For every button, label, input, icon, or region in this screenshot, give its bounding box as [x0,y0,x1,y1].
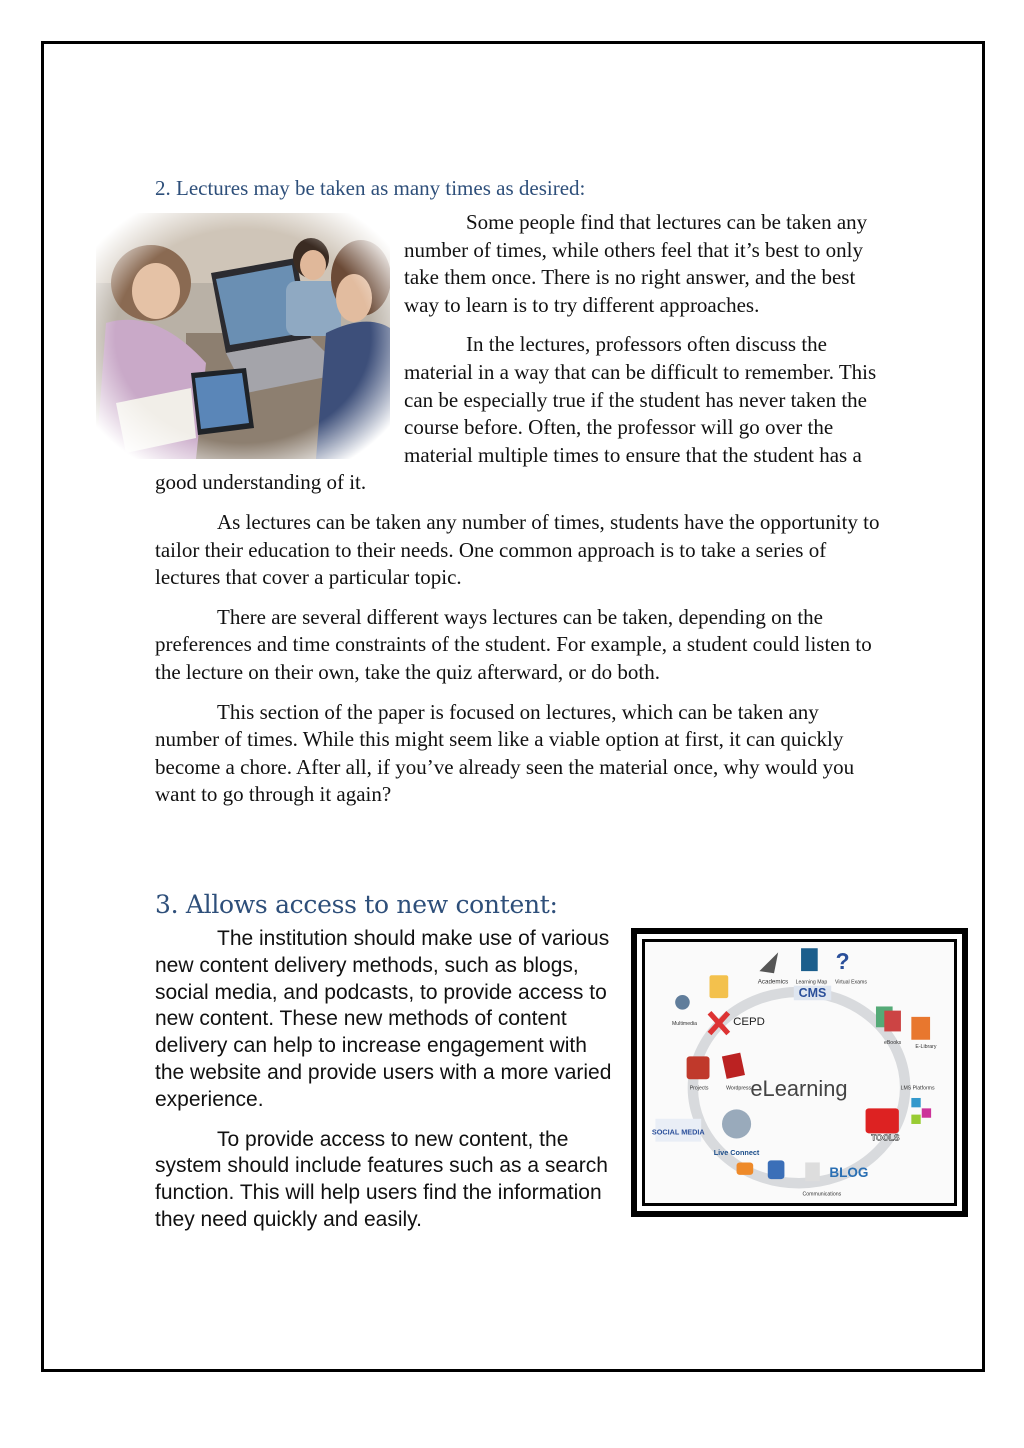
learning-map-icon [801,948,818,971]
svg-text:eBooks: eBooks [883,1039,902,1046]
svg-text:Communications: Communications [802,1191,842,1198]
section-2-body [155,209,880,821]
svg-text:LMS Platforms: LMS Platforms [900,1085,935,1092]
phone-icon [768,1160,785,1179]
globe-icon [722,1109,751,1138]
svg-text:Multimedia: Multimedia [671,1021,698,1028]
svg-text:Projects: Projects [689,1085,709,1092]
svg-text:SOCIAL MEDIA: SOCIAL MEDIA [651,1127,705,1137]
svg-text:Learning Map: Learning Map [795,979,828,986]
paragraph: As lectures can be taken any number of times, students have the opportunity to tailor their education to their needs. One common approach is to take a series of lectures that cover a particular topic. [155,509,880,590]
elearning-figure [631,928,968,1217]
multimedia-icon [675,995,690,1010]
svg-text:Academics: Academics [757,978,789,986]
paragraph: This section of the paper is focused on lectures, which can be taken any number of times. While this might seem like a viable option at first, it can quickly become a chore. After all, if you’ve already seen the material once, why would you want to go through it again? [155,699,855,807]
elibrary-icon [911,1017,930,1040]
tools-icon [866,1108,899,1133]
svg-text:CMS: CMS [798,986,827,1001]
paragraph: The institution should make use of various new content delivery methods, such as blogs, social media, and podcasts, to provide access to new content. These new methods of content delivery can help to increase engagement with the website and provide users with a more varied experience. [155,927,612,1111]
section-2-heading: 2. Lectures may be taken as many times as desired: [155,176,586,200]
svg-text:BLOG: BLOG [829,1165,869,1181]
photo-float-spacer [155,209,404,461]
paragraph: Some people find that lectures can be taken any number of times, while others feel that it’s best to only take them once. There is no right answer, and the best way to learn is to try different approaches. [404,210,868,317]
document-icon [805,1162,820,1181]
svg-text:Wordpress: Wordpress [726,1085,752,1092]
svg-text:Live Connect: Live Connect [713,1148,760,1158]
projects-icon [687,1056,710,1079]
section-3-heading: 3. Allows access to new content: [155,890,558,919]
svg-text:TOOLS: TOOLS [871,1132,900,1143]
paragraph: In the lectures, professors often discuss the material in a way that can be difficult to remember. This can be especially true if the student has never taken the course before. Often, the professor will go over the material multiple times to ensure that the student has a good understanding of it. [155,332,877,495]
svg-text:Virtual Exams: Virtual Exams [835,979,867,986]
notepad-icon [710,975,729,998]
question-icon: ? [835,948,850,975]
elearning-center-label: eLearning [750,1075,848,1101]
svg-text:E-Library: E-Library [915,1044,937,1051]
svg-text:CEPD: CEPD [733,1016,765,1029]
paragraph: To provide access to new content, the system should include features such as a search function. This will help users find the information they need quickly and easily. [155,1127,608,1231]
paragraph: There are several different ways lectures can be taken, depending on the preferences and time constraints of the student. For example, a student could listen to the lecture on their own, take the quiz afterward, or do both. [155,604,872,684]
section-3-body [155,926,615,1247]
chat-icon [737,1162,754,1174]
